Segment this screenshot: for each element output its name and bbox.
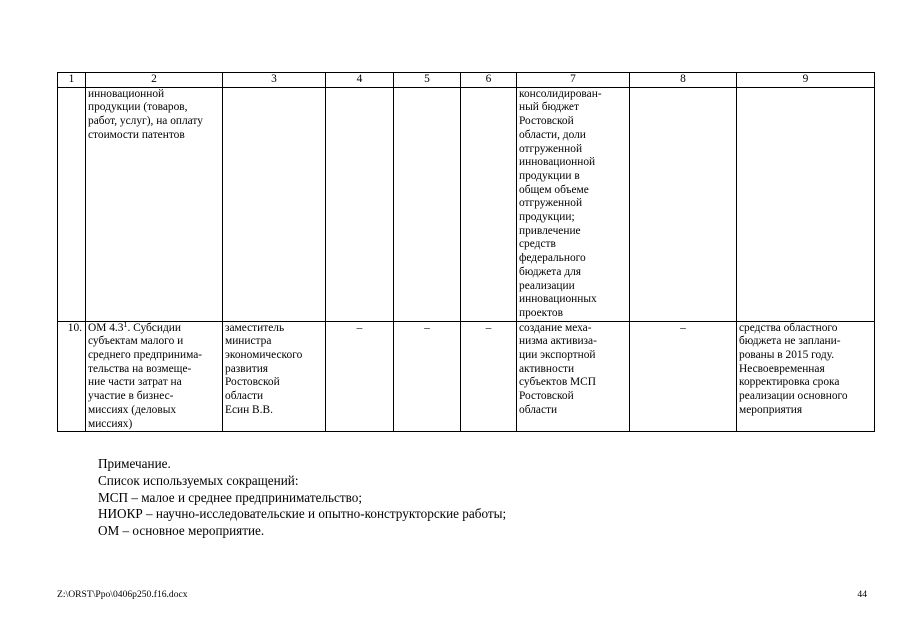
measure-code: ОМ 4.3	[88, 321, 124, 334]
measure-name-cell	[86, 321, 223, 432]
reason-cell: средства областного бюджета не заплани- рованы в 2015 году. Несвоевременная корректировка срока реализации основного мероприятия	[737, 321, 875, 432]
header-cell: 7	[517, 73, 630, 88]
header-cell: 4	[326, 73, 394, 88]
result-cell: консолидирован- ный бюджет Ростовской области, доли отгруженной инновационной продукции в общем объеме отгруженной продукции; привлечение средств федерального бюджета для реализации инновационных проектов	[517, 87, 630, 321]
page-number: 44	[857, 589, 867, 600]
notes-line: ОМ – основное мероприятие.	[98, 523, 265, 539]
dash-cell: –	[394, 321, 461, 432]
dash-cell: –	[630, 321, 737, 432]
dash-cell: –	[326, 321, 394, 432]
table-cell	[394, 87, 461, 321]
header-cell: 8	[630, 73, 737, 88]
header-cell: 5	[394, 73, 461, 88]
table-row-10	[58, 321, 875, 432]
notes-title: Примечание.	[98, 456, 171, 471]
table-row-continuation	[58, 87, 875, 321]
notes-line: Список используемых сокращений:	[98, 472, 299, 488]
notes-line: НИОКР – научно-исследовательские и опытно-конструкторские работы;	[98, 506, 507, 522]
table-cell	[326, 87, 394, 321]
header-cell: 9	[737, 73, 875, 88]
table-header-row	[58, 73, 875, 88]
header-cell: 2	[86, 73, 223, 88]
table-cell	[461, 87, 517, 321]
reason-cell	[737, 87, 875, 321]
notes-section	[98, 456, 506, 540]
dash-cell: –	[461, 321, 517, 432]
table-cell	[630, 87, 737, 321]
header-cell: 6	[461, 73, 517, 88]
row-number-cell: 10.	[58, 321, 86, 432]
result-cell: создание меха- низма активиза- ции экспортной активности субъектов МСП Ростовской области	[517, 321, 630, 432]
footnote-marker: 1	[123, 319, 128, 329]
executor-cell: заместитель министра экономического развития Ростовской области Есин В.В.	[223, 321, 326, 432]
measure-description: . Субсидии субъектам малого и среднего предпринима- тельства на возмеще- ние части затрат на участие в бизнес- миссиях (деловых миссиях)	[88, 321, 203, 430]
notes-line: МСП – малое и среднее предпринимательство;	[98, 489, 363, 505]
footer-file-path: Z:\ORST\Ppo\0406p250.f16.docx	[57, 589, 188, 600]
report-table	[57, 72, 875, 432]
row-number-cell	[58, 87, 86, 321]
measure-name-cell: инновационной продукции (товаров, работ, услуг), на оплату стоимости патентов	[86, 87, 223, 321]
executor-cell	[223, 87, 326, 321]
header-cell: 1	[58, 73, 86, 88]
header-cell: 3	[223, 73, 326, 88]
